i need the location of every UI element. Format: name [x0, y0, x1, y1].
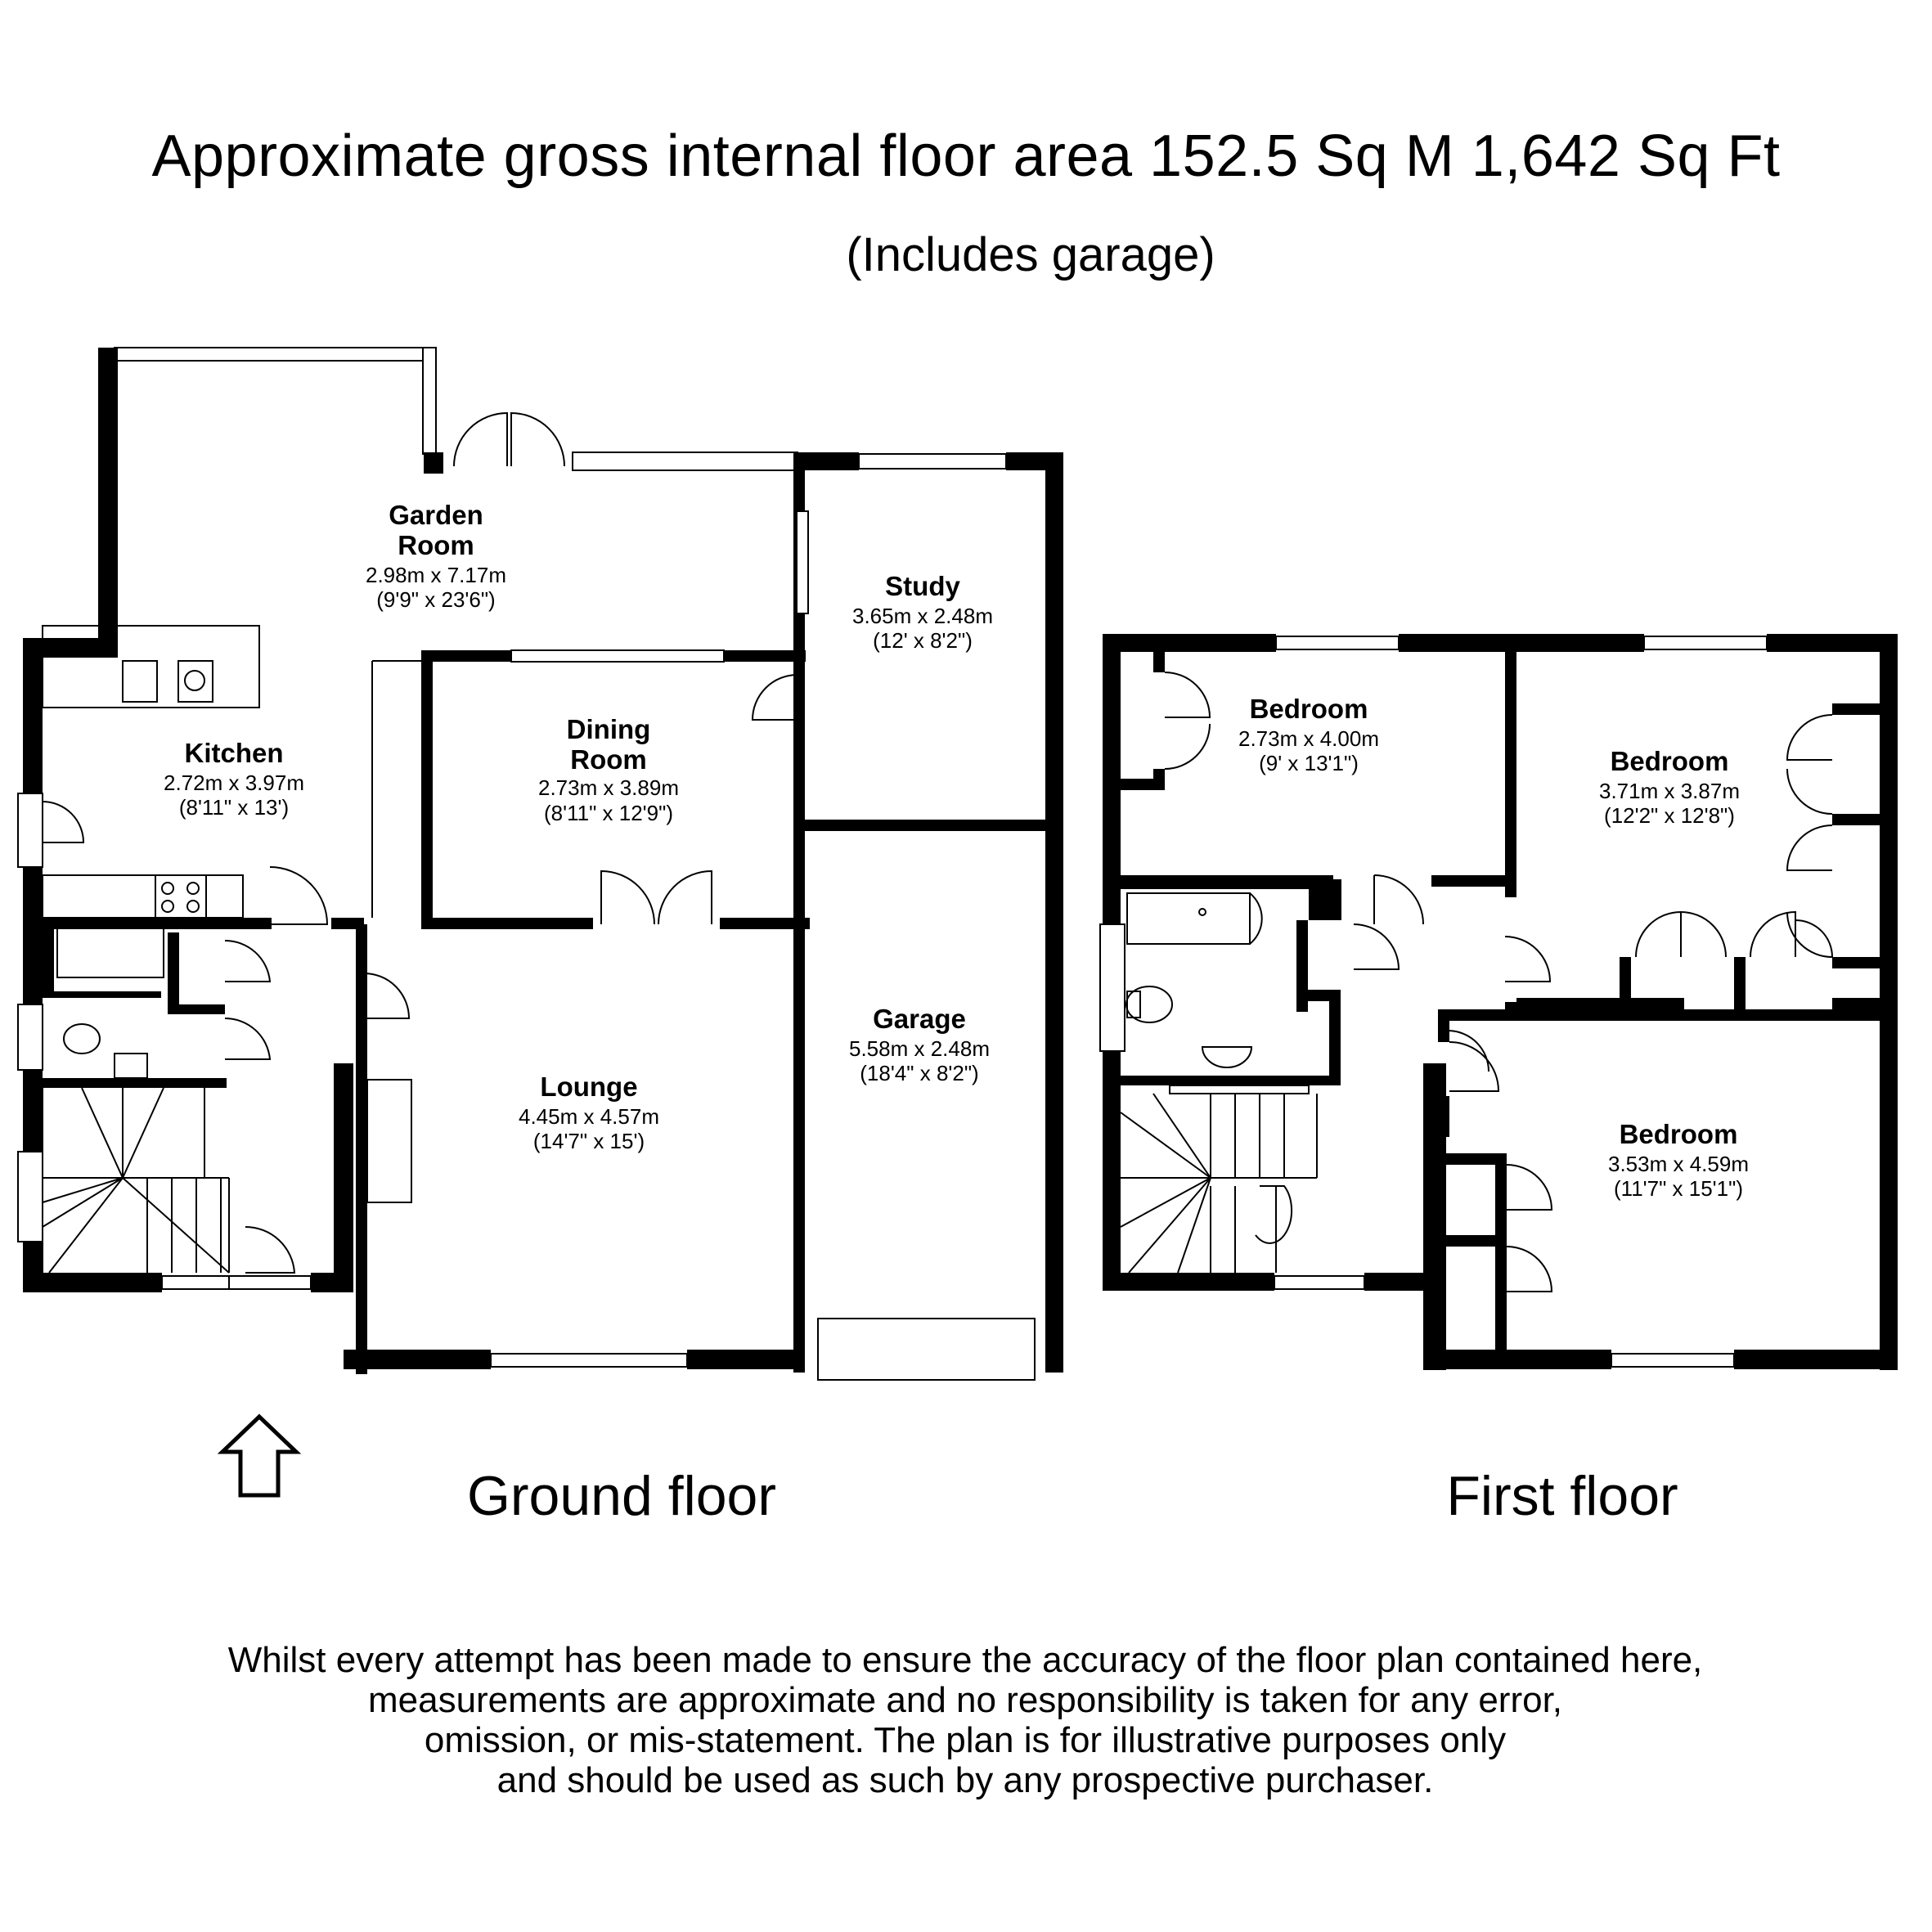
garden-room-name-1: Garden [389, 500, 483, 530]
page-title: Approximate gross internal floor area 152.5 Sq M 1,642 Sq Ft [151, 124, 1781, 189]
study-window [859, 454, 1006, 469]
bedroom-1-imperial: (9' x 13'1") [1259, 751, 1359, 775]
bedroom-1-metric: 2.73m x 4.00m [1238, 726, 1379, 751]
first-floor-label: First floor [1446, 1465, 1678, 1527]
garden-room-side-window [423, 348, 436, 454]
stair-window [18, 1152, 43, 1242]
ground-floor-plan [18, 348, 1063, 1380]
bedroom-2-imperial: (12'2" x 12'8") [1604, 803, 1735, 828]
hall-window [162, 1276, 229, 1289]
up-arrow-icon [222, 1417, 296, 1495]
dining-room-imperial: (8'11" x 12'9") [544, 801, 673, 825]
disclaimer-line: measurements are approximate and no responsibility is taken for any error, [367, 1680, 1563, 1720]
disclaimer-line: Whilst every attempt has been made to ensure the accuracy of the floor plan contained here, [227, 1640, 1703, 1680]
first-stairs [1121, 1085, 1317, 1273]
garden-room-roof-window [115, 348, 434, 361]
bedroom-2-metric: 3.71m x 3.87m [1599, 779, 1740, 803]
dining-sliding-doors [511, 650, 724, 662]
bedroom-3-name: Bedroom [1619, 1119, 1738, 1149]
disclaimer-line: and should be used as such by any prospective purchaser. [496, 1760, 1434, 1800]
first-floor-plan [1100, 634, 1898, 1370]
lounge-metric: 4.45m x 4.57m [519, 1104, 659, 1129]
study-metric: 3.65m x 2.48m [852, 604, 993, 628]
garden-room-imperial: (9'9" x 23'6") [376, 587, 496, 612]
garden-room-name-2: Room [398, 530, 474, 560]
kitchen-door-window [18, 793, 43, 867]
kitchen-name: Kitchen [184, 738, 284, 768]
page-subtitle: (Includes garage) [846, 228, 1215, 281]
wc-window [18, 1004, 43, 1070]
disclaimer-line: omission, or mis-statement. The plan is for illustrative purposes only [424, 1720, 1507, 1760]
disclaimer [65, 1640, 1865, 1800]
bedroom-1-name: Bedroom [1249, 694, 1368, 724]
garden-room-metric: 2.98m x 7.17m [366, 563, 506, 587]
study-side-window [797, 511, 808, 613]
bedroom-2-window [1644, 636, 1767, 649]
landing-window [1274, 1276, 1364, 1289]
bathroom-window [1100, 924, 1125, 1051]
dining-room-name-2: Room [570, 744, 647, 775]
ground-floor-label: Ground floor [467, 1465, 776, 1527]
dining-room-metric: 2.73m x 3.89m [538, 775, 679, 800]
garage-imperial: (18'4" x 8'2") [860, 1061, 979, 1085]
bedroom-3-imperial: (11'7" x 15'1") [1614, 1176, 1743, 1201]
ground-stairs [43, 1088, 229, 1273]
lounge-window [491, 1354, 687, 1367]
bedroom-2-name: Bedroom [1610, 746, 1729, 776]
lounge-name: Lounge [540, 1072, 638, 1102]
bedroom-1-window [1276, 636, 1399, 649]
kitchen-metric: 2.72m x 3.97m [164, 771, 304, 795]
garage-door [818, 1319, 1035, 1380]
dining-room-name-1: Dining [566, 714, 651, 744]
garage-name: Garage [873, 1004, 966, 1034]
kitchen-imperial: (8'11" x 13') [178, 795, 290, 820]
garden-room-window-right [573, 452, 798, 470]
lounge-imperial: (14'7" x 15') [532, 1129, 645, 1153]
study-name: Study [885, 571, 960, 601]
bedroom-3-window [1611, 1354, 1734, 1367]
bedroom-3-metric: 3.53m x 4.59m [1608, 1152, 1749, 1176]
garage-metric: 5.58m x 2.48m [849, 1036, 990, 1061]
study-imperial: (12' x 8'2") [873, 628, 973, 653]
front-door-step [229, 1276, 311, 1289]
